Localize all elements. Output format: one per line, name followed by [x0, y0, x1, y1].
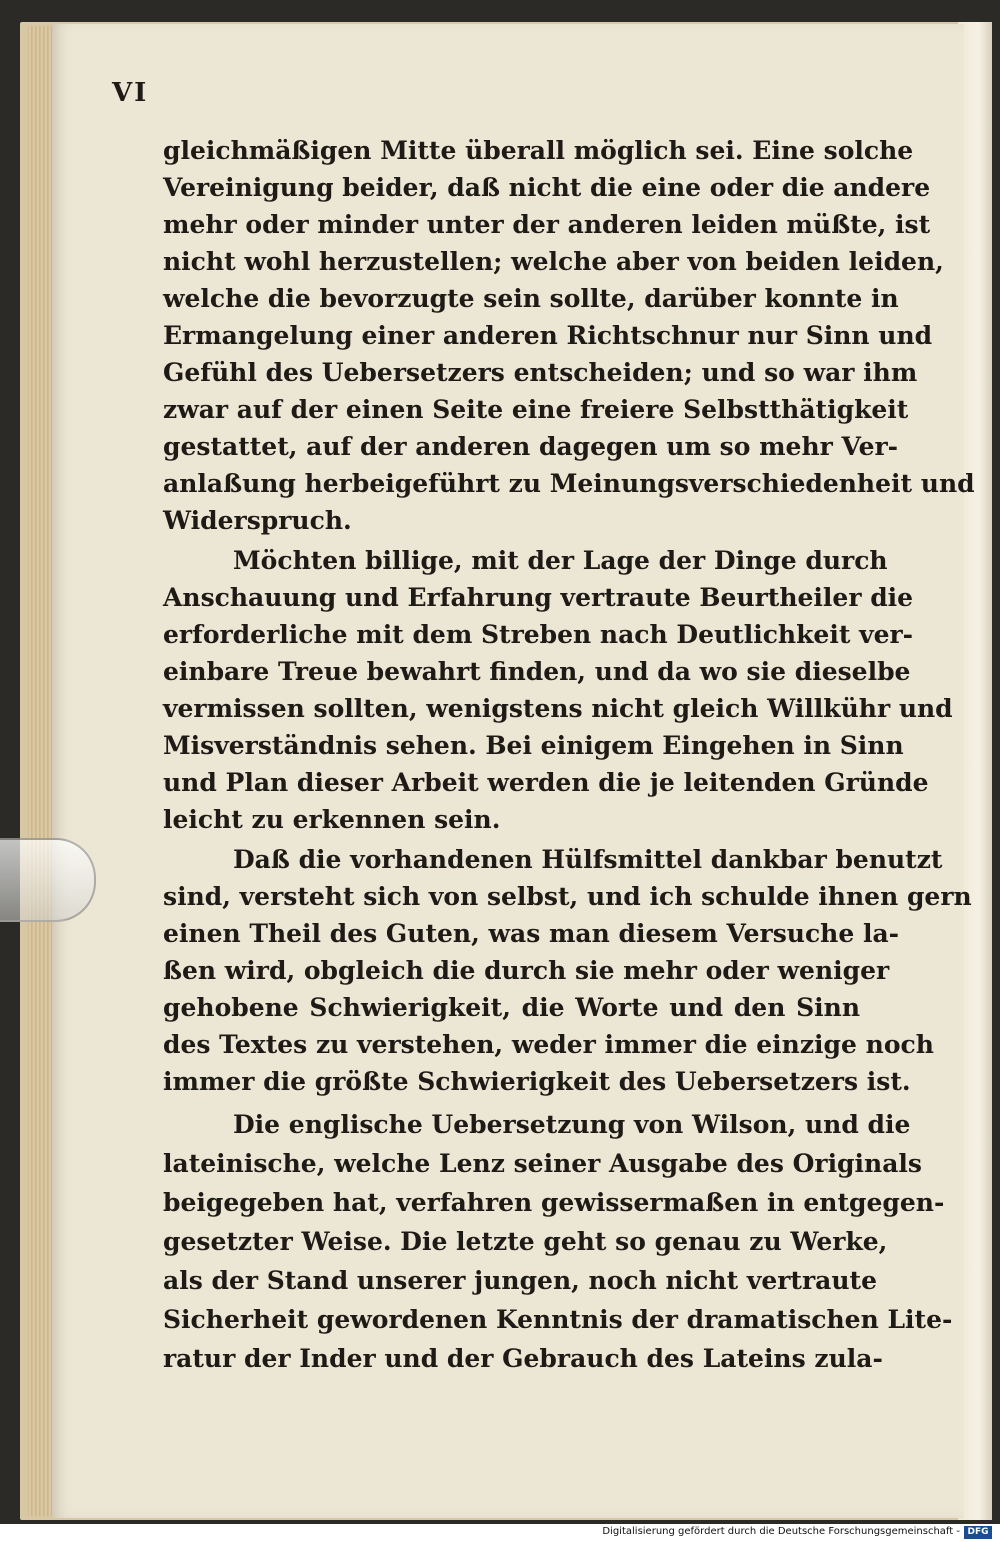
text-line: gleichmäßigen Mitte überall möglich sei. Eine solche	[163, 136, 914, 165]
page-number: VI	[112, 78, 149, 108]
text-line: vermissen sollten, wenigstens nicht gleich Willkühr und	[163, 694, 953, 723]
text-line: ßen wird, obgleich die durch sie mehr oder weniger	[163, 956, 890, 985]
text-line: Vereinigung beider, daß nicht die eine oder die andere	[163, 173, 931, 202]
text-line: des Textes zu verstehen, weder immer die einzige noch	[163, 1030, 934, 1059]
text-line: Misverständnis sehen. Bei einigem Eingehen in Sinn	[163, 731, 904, 760]
text-line: beigegeben hat, verfahren gewissermaßen in entgegen-	[163, 1188, 945, 1217]
text-line: nicht wohl herzustellen; welche aber von beiden leiden,	[163, 247, 944, 276]
text-line: Gefühl des Uebersetzers entscheiden; und so war ihm	[163, 358, 918, 387]
paragraph-start-line: Daß die vorhandenen Hülfsmittel dankbar benutzt	[233, 845, 943, 874]
text-line: gehobene Schwierigkeit, die Worte und den Sinn	[163, 993, 860, 1022]
text-line: zwar auf der einen Seite eine freiere Selbstthätigkeit	[163, 395, 909, 424]
text-line: lateinische, welche Lenz seiner Ausgabe des Originals	[163, 1149, 922, 1178]
paragraph-start-line: Möchten billige, mit der Lage der Dinge durch	[233, 546, 888, 575]
text-line: einen Theil des Guten, was man diesem Versuche la-	[163, 919, 900, 948]
dfg-logo: DFG	[964, 1526, 992, 1539]
footer-credit: Digitalisierung gefördert durch die Deutsche Forschungsgemeinschaft -	[602, 1526, 960, 1537]
text-line: erforderliche mit dem Streben nach Deutlichkeit ver-	[163, 620, 914, 649]
plastic-page-clip	[0, 838, 96, 922]
paragraph-start-line: Die englische Uebersetzung von Wilson, und die	[233, 1110, 911, 1139]
text-line: Anschauung und Erfahrung vertraute Beurtheiler die	[163, 583, 914, 612]
text-line: ratur der Inder und der Gebrauch des Lateins zula-	[163, 1344, 883, 1373]
text-line: gesetzter Weise. Die letzte geht so genau zu Werke,	[163, 1227, 888, 1256]
text-line: immer die größte Schwierigkeit des Uebersetzers ist.	[163, 1067, 911, 1096]
text-line: als der Stand unserer jungen, noch nicht vertraute	[163, 1266, 877, 1295]
text-line: welche die bevorzugte sein sollte, darüber konnte in	[163, 284, 899, 313]
text-line: anlaßung herbeigeführt zu Meinungsverschiedenheit und	[163, 469, 975, 498]
text-line: mehr oder minder unter der anderen leiden müßte, ist	[163, 210, 931, 239]
text-line: einbare Treue bewahrt finden, und da wo sie dieselbe	[163, 657, 911, 686]
text-line: Ermangelung einer anderen Richtschnur nur Sinn und	[163, 321, 933, 350]
text-line: leicht zu erkennen sein.	[163, 805, 501, 834]
text-line: sind, versteht sich von selbst, und ich schulde ihnen gern	[163, 882, 972, 911]
text-line: und Plan dieser Arbeit werden die je leitenden Gründe	[163, 768, 929, 797]
text-line: gestattet, auf der anderen dagegen um so mehr Ver-	[163, 432, 899, 461]
text-line: Sicherheit gewordenen Kenntnis der dramatischen Lite-	[163, 1305, 953, 1334]
text-line: Widerspruch.	[163, 506, 352, 535]
